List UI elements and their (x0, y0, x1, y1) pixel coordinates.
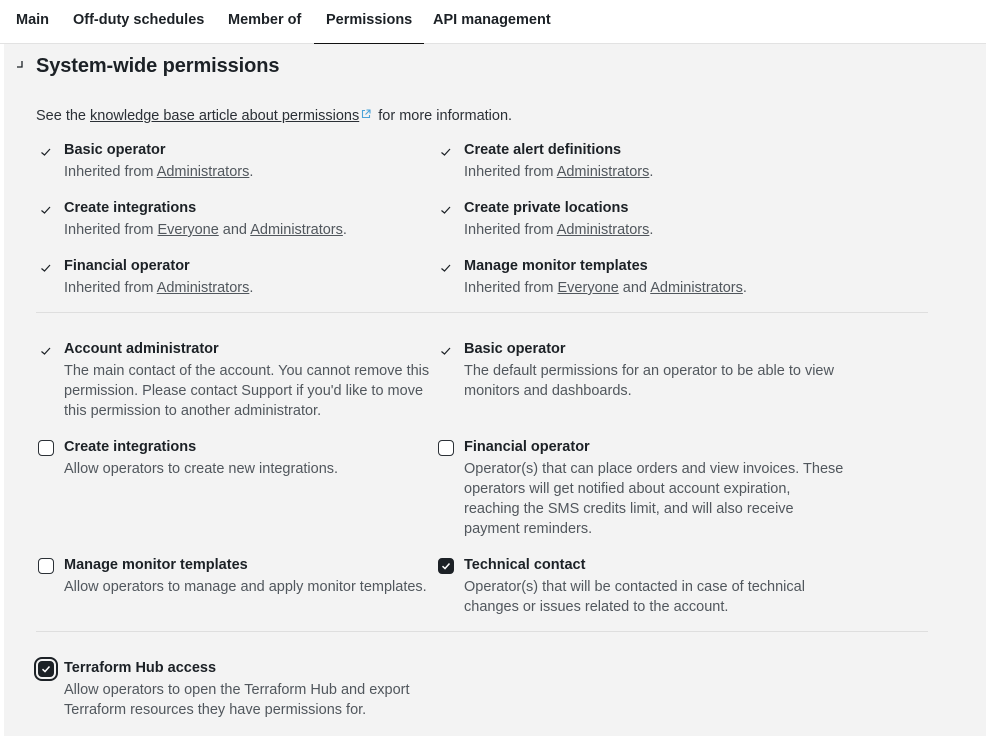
check-icon (40, 262, 52, 274)
permission-source: Inherited from Administrators. (64, 164, 254, 180)
permission-name: Financial operator (64, 258, 190, 274)
collapse-corner-icon[interactable] (16, 61, 24, 69)
group-link-administrators[interactable]: Administrators (156, 164, 250, 180)
check-icon (40, 345, 52, 357)
permission-description: The default permissions for an operator to be able to view monitors and dashboards. (464, 363, 834, 399)
tab-off-duty-schedules[interactable]: Off-duty schedules (73, 12, 205, 28)
permission-source: Inherited from Administrators. (64, 280, 254, 296)
permissions-panel (4, 44, 986, 736)
permission-name: Manage monitor templates (464, 258, 648, 274)
tab-bar (0, 0, 986, 44)
check-icon (40, 204, 52, 216)
permission-source: Inherited from Everyone and Administrators. (64, 222, 347, 238)
permission-name: Create alert definitions (464, 142, 622, 158)
technical-contact-checkbox[interactable] (438, 558, 454, 574)
divider (36, 312, 928, 313)
permission-source: Inherited from Everyone and Administrators. (464, 280, 747, 296)
permission-description: Operator(s) that can place orders and view invoices. These operators will get notified about account expiration, reaching the SMS credits limit, and will also receive payment reminders. (464, 461, 844, 537)
group-link-administrators[interactable]: Administrators (650, 280, 743, 296)
checkmark-icon (441, 561, 451, 571)
section-title: System-wide permissions (36, 55, 280, 77)
permission-source: Inherited from Administrators. (464, 222, 654, 238)
knowledge-base-link[interactable]: knowledge base article about permissions (90, 108, 360, 124)
terraform-hub-access-checkbox[interactable] (38, 661, 54, 677)
permission-description: Operator(s) that will be contacted in case of technical changes or issues related to the account. (464, 579, 805, 615)
permission-name: Account administrator (64, 341, 219, 357)
group-link-everyone[interactable]: Everyone (157, 222, 219, 238)
intro-text (36, 108, 512, 124)
financial-operator-checkbox[interactable] (438, 440, 454, 456)
tab-member-of[interactable]: Member of (228, 12, 302, 28)
check-icon (440, 146, 452, 158)
checkmark-icon (41, 664, 51, 674)
permission-source: Inherited from Administrators. (464, 164, 654, 180)
check-icon (440, 204, 452, 216)
permission-description: Allow operators to manage and apply monitor templates. (64, 579, 427, 595)
permission-name[interactable]: Create integrations (64, 439, 197, 455)
tab-api-management[interactable]: API management (433, 12, 551, 28)
check-icon (440, 262, 452, 274)
group-link-administrators[interactable]: Administrators (250, 222, 343, 238)
permission-description: The main contact of the account. You cannot remove this permission. Please contact Support if you'd like to move this permission to another administrator. (64, 363, 430, 419)
permission-name: Create integrations (64, 200, 197, 216)
group-link-administrators[interactable]: Administrators (156, 280, 250, 296)
tab-permissions[interactable]: Permissions (326, 0, 412, 44)
group-link-everyone[interactable]: Everyone (557, 280, 619, 296)
manage-monitor-templates-checkbox[interactable] (38, 558, 54, 574)
group-link-administrators[interactable]: Administrators (556, 222, 650, 238)
intro-prefix: See the (36, 108, 91, 124)
tab-main[interactable]: Main (16, 12, 50, 28)
permission-description: Allow operators to open the Terraform Hub and export Terraform resources they have permissions for. (64, 682, 410, 718)
group-link-administrators[interactable]: Administrators (556, 164, 650, 180)
permission-name[interactable]: Manage monitor templates (64, 557, 248, 573)
intro-suffix: for more information. (374, 108, 513, 124)
external-link-icon (361, 109, 371, 119)
permission-name[interactable]: Terraform Hub access (64, 660, 217, 676)
permission-name[interactable]: Technical contact (464, 557, 586, 573)
permission-description: Allow operators to create new integrations. (64, 461, 339, 477)
permission-name: Basic operator (64, 142, 166, 158)
permission-name: Create private locations (464, 200, 629, 216)
check-icon (440, 345, 452, 357)
check-icon (40, 146, 52, 158)
permission-name: Basic operator (464, 341, 566, 357)
divider (36, 631, 928, 632)
create-integrations-checkbox[interactable] (38, 440, 54, 456)
permission-name[interactable]: Financial operator (464, 439, 590, 455)
